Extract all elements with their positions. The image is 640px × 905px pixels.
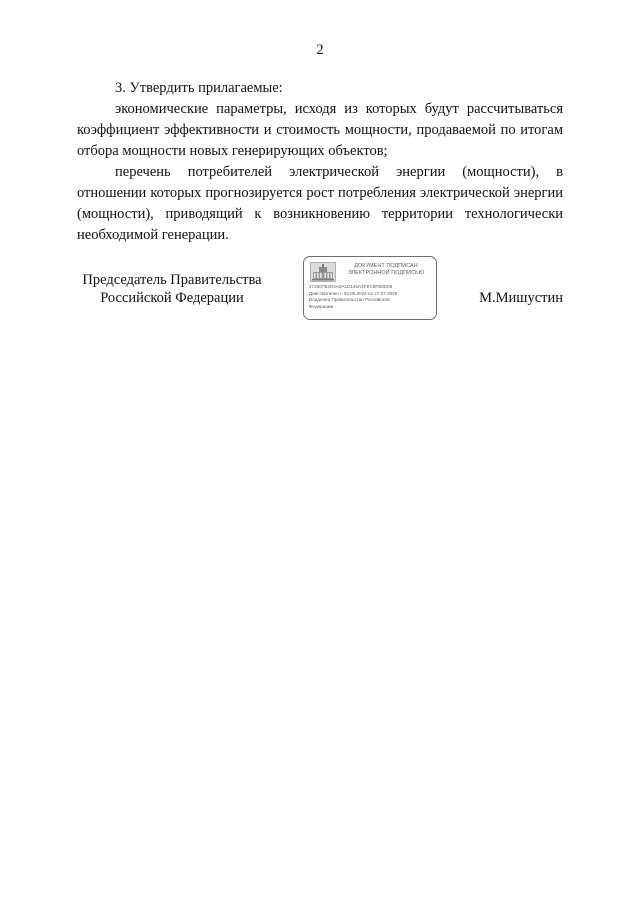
signatory-title-line2: Российской Федерации [100,290,244,306]
government-building-icon [310,262,336,282]
certificate-serial: 272807B2D4A0A1D146A4FEC8FB8D09 [309,284,393,289]
electronic-signature-stamp [303,256,437,320]
certificate-owner-line1: Владелец Правительство Российской [309,297,390,303]
document-body [77,78,563,246]
certificate-validity: Действителен с 03.05.2024 по 27.07.2026 [309,290,398,296]
stamp-header-line1: ДОКУМЕНТ ПОДПИСАН [354,263,418,269]
stamp-details [309,284,435,310]
stamp-header-line2: ЭЛЕКТРОННОЙ ПОДПИСЬЮ [347,270,425,276]
certificate-owner-line2: Федерации [309,303,334,309]
signatory-name: М.Мишустин [479,290,563,306]
signatory-title-line1: Председатель Правительства [82,272,262,288]
stamp-header [338,263,434,277]
page-number: 2 [316,42,324,58]
signatory-title [77,271,267,307]
paragraph-economic-parameters: экономические параметры, исходя из которых будут рассчитываться коэффициент эффективности и стоимость мощности, продаваемой по итогам отбора мощности новых генерирующих объектов; [77,101,563,159]
paragraph-consumers-list: перечень потребителей электрической энергии (мощности), в отношении которых прогнозируется рост потребления электрической энергии (мощности), приводящий к возникновению территории технологически необходимой генерации. [77,164,563,243]
item-heading: 3. Утвердить прилагаемые: [115,80,283,96]
